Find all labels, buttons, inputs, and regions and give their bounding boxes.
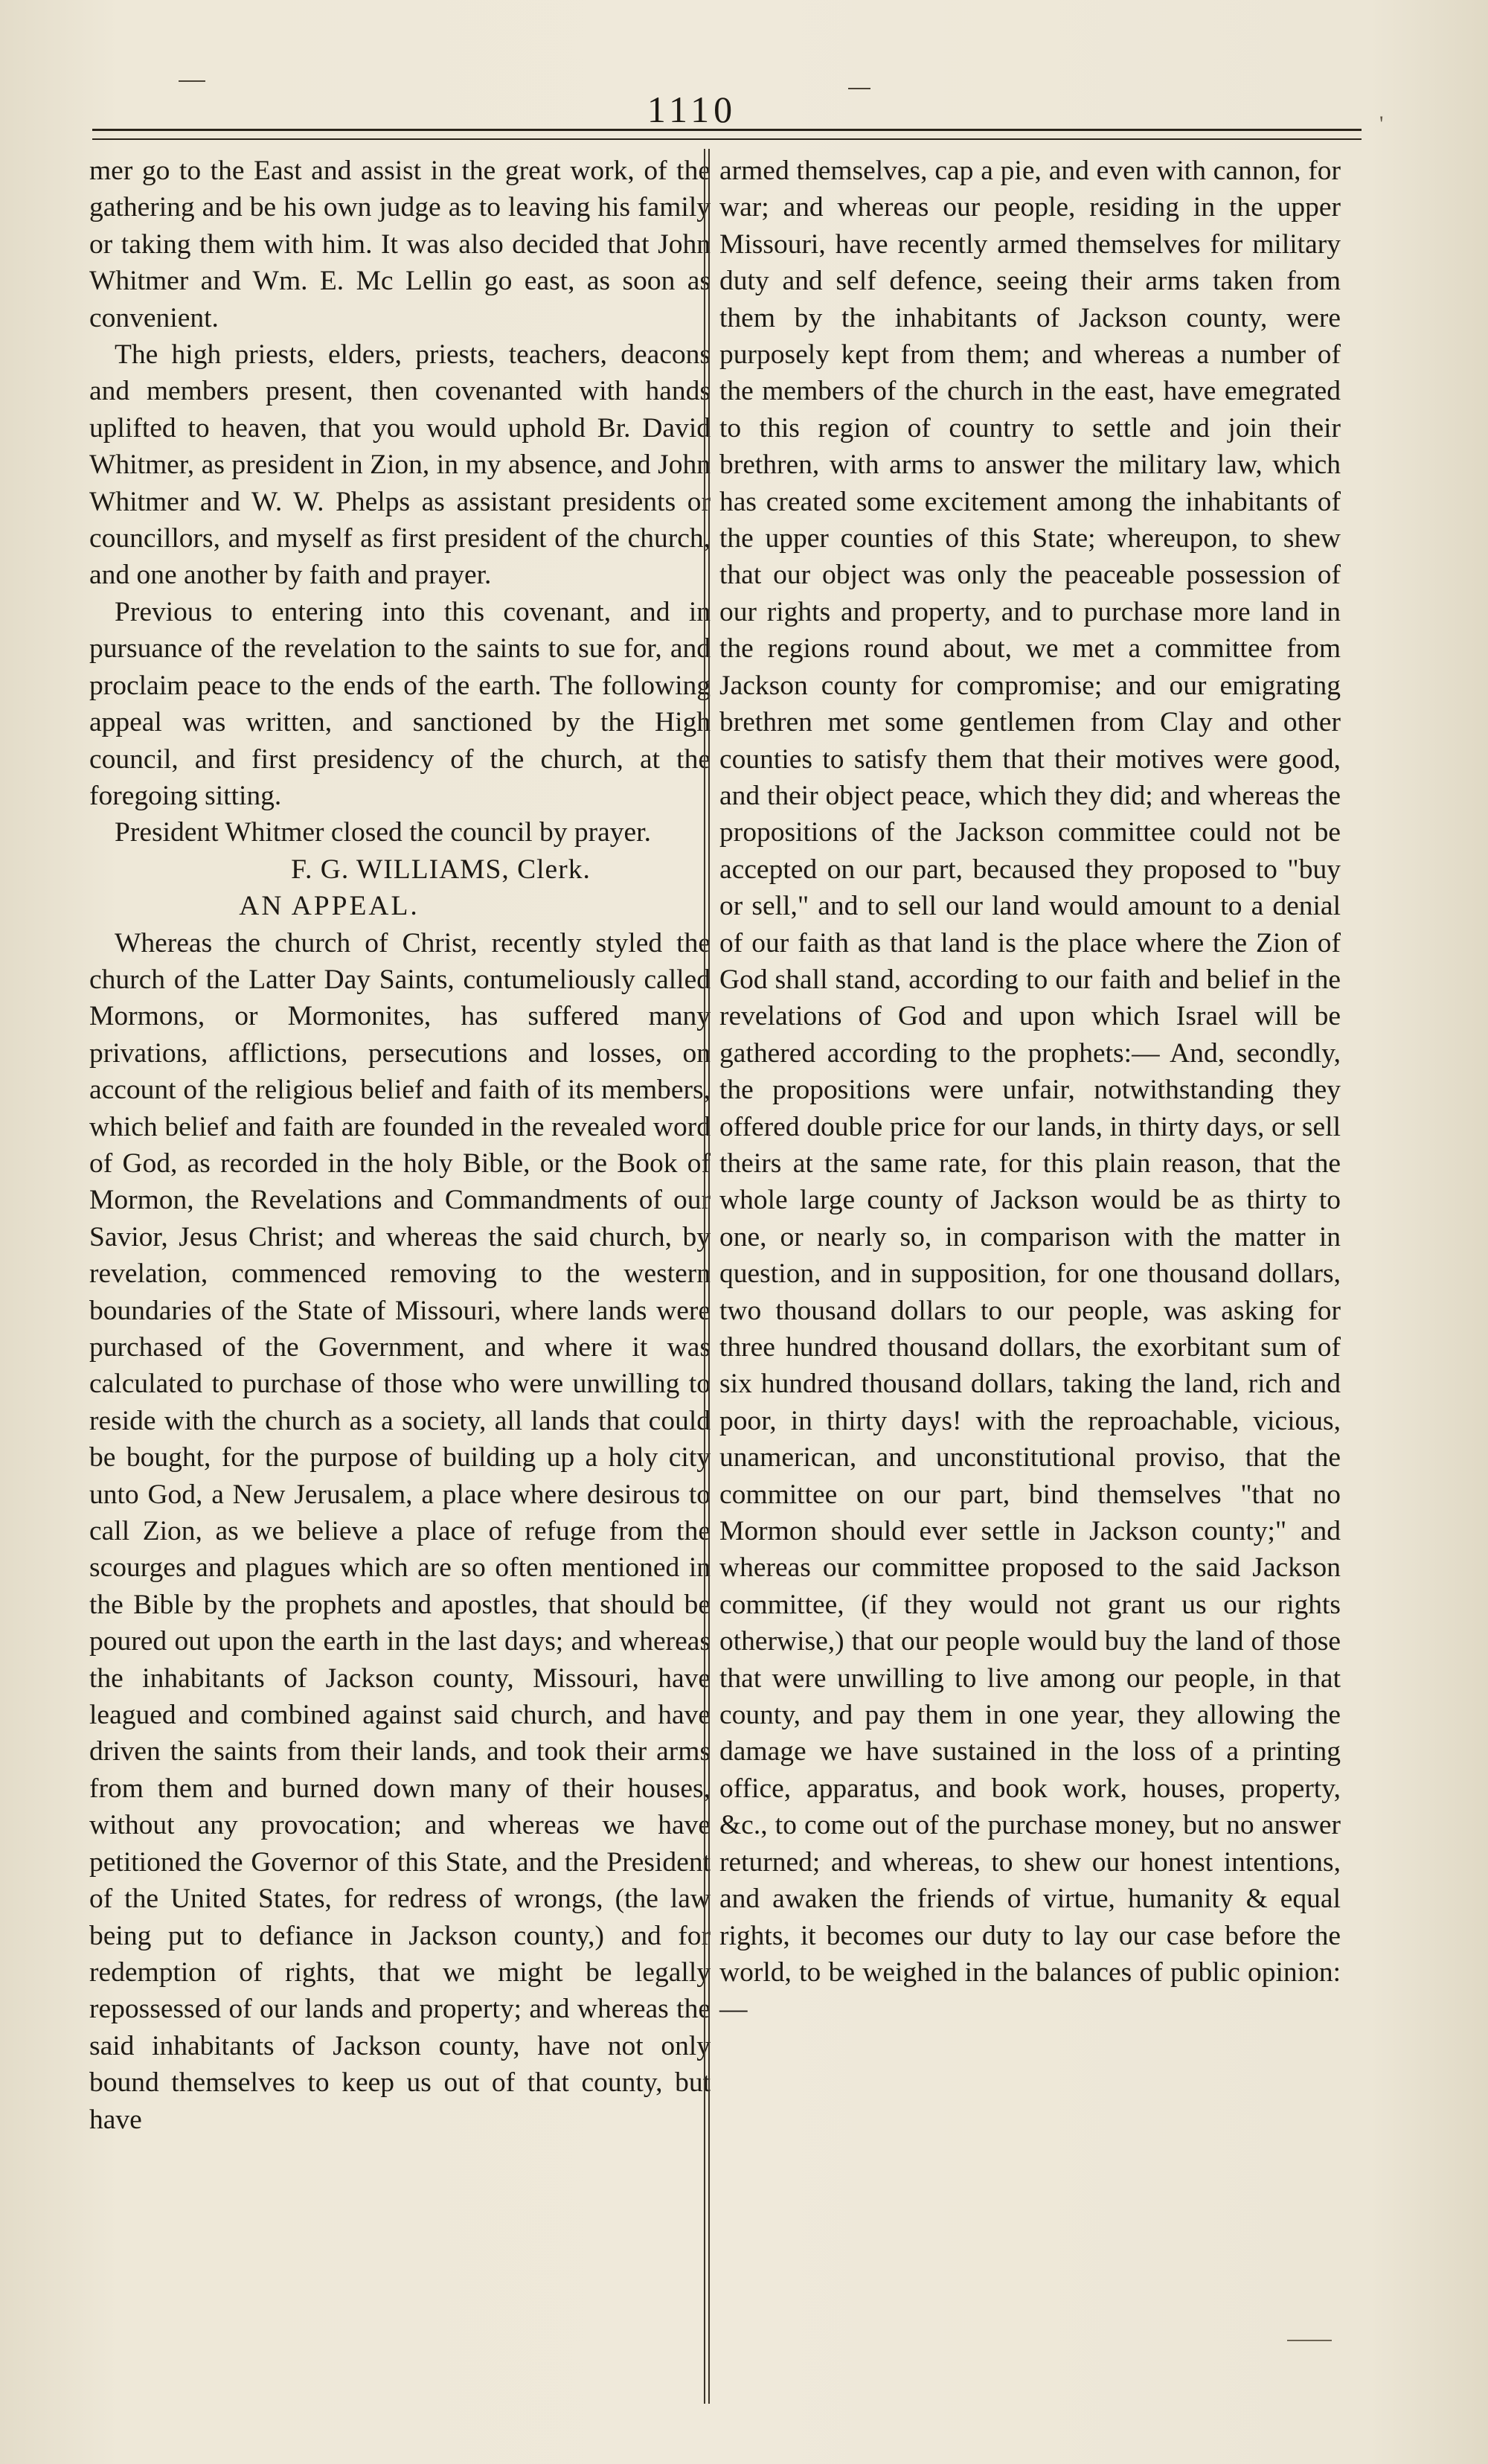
appeal-text-continued: armed themselves, cap a pie, and even with cannon, for war; and whereas our people, residing in the upper Missouri, have recently armed themselves for military duty and self defence, seeing their arms taken from them by the inhabitants of Jackson county, were purposely kept from them; and whereas a number of the members of the church in the east, have emegrated to this region of country to settle and join their brethren, with arms to answer the military law, which has created some excitement among the inhabitants of the upper counties of this State; whereupon, to shew that our object was only the peaceable possession of our rights and property, and to purchase more land in the regions round about, we met a committee from Jackson county for compromise; and our emigrating brethren met some gentlemen from Clay and other counties to satisfy them that their motives were good, and their object peace, which they did; and whereas the propositions of the Jackson committee could not be accepted on our part, becaused they proposed to "buy or sell," and to sell our land would amount to a denial of our faith as that land is the place where the Zion of God shall stand, according to our faith and belief in the revelations of God and upon which Israel will be gathered according to the prophets:— And, secondly, the propositions were unfair, notwithstanding they offered double price for our lands, in thirty days, or sell theirs at the same rate, for this plain reason, that the whole large county of Jackson would be as thirty to one, or nearly so, in comparison with the matter in question, and in supposition, for one thousand dollars, two thousand dollars to our people, was asking for three hundred thousand dollars, the exorbitant sum of six hundred thousand dollars, taking the land, rich and poor, in thirty days! with the reproachable, vicious, unamerican, and unconstitutional proviso, that the committee on our part, bind themselves "that no Mormon should ever settle in Jackson county;" and whereas our committee proposed to the said Jackson committee, (if they would not grant us our rights otherwise,) that our people would buy the land of those that were unwilling to live among our people, in that county, and pay them in one year, they allowing the damage we have sustained in the loss of a printing office, apparatus, and book work, houses, property, &c., to come out of the purchase money, but no answer returned; and whereas, to shew our honest intentions, and awaken the friends of virtue, humanity & equal rights, it becomes our duty to lay our case before the world, to be weighed in the balances of public opinion:— (719, 156, 1341, 2025)
appeal-heading: AN APPEAL. (239, 891, 420, 922)
corner-mark (1287, 2329, 1332, 2341)
left-column (89, 153, 711, 2138)
column-divider (704, 149, 710, 2404)
paragraph: Previous to entering into this covenant, and in pursuance of the revelation to the saints to sue for, and proclaim peace to the ends of the earth. The following appeal was written, and sanctioned by the High council, and first presidency of the church, at the foregoing sitting. (89, 596, 711, 811)
margin-mark (179, 80, 205, 82)
page-number: 1110 (647, 89, 737, 130)
paragraph: President Whitmer closed the council by prayer. (115, 817, 651, 848)
edge-mark: ' (1379, 112, 1384, 136)
clerk-signature: F. G. WILLIAMS, Clerk. (291, 854, 591, 885)
header-rule (92, 129, 1362, 140)
appeal-text: Whereas the church of Christ, recently styled the church of the Latter Day Saints, contumeliously called Mormons, or Mormonites, has suffered many privations, afflictions, persecutions and losses, on account of the religious belief and faith of its members, which belief and faith are founded in the revealed word of God, as recorded in the holy Bible, or the Book of Mormon, the Revelations and Commandments of our Savior, Jesus Christ; and whereas the said church, by revelation, commenced removing to the western boundaries of the State of Missouri, where lands were purchased of the Government, and where it was calculated to purchase of those who were unwilling to reside with the church as a society, all lands that could be bought, for the purpose of building up a holy city unto God, a New Jerusalem, a place where desirous to call Zion, as we believe a place of refuge from the scourges and plagues which are so often mentioned in the Bible by the prophets and apostles, that should be poured out upon the earth in the last days; and whereas the inhabitants of Jackson county, Missouri, have leagued and combined against said church, and have driven the saints from their lands, and took their arms from them and burned down many of their houses, without any provocation; and whereas we have petitioned the Governor of this State, and the President of the United States, for redress of wrongs, (the law being put to defiance in Jackson county,) and for redemption of rights, that we might be legally repossessed of our lands and property; and whereas the said inhabitants of Jackson county, have not only bound themselves to keep us out of that county, but have (89, 927, 711, 2135)
paragraph: The high priests, elders, priests, teachers, deacons and members present, then covenanted with hands uplifted to heaven, that you would uphold Br. David Whitmer, as president in Zion, in my absence, and John Whitmer and W. W. Phelps as assistant presidents or councillors, and myself as first president of the church, and one another by faith and prayer. (89, 339, 711, 591)
right-column (719, 153, 1341, 2028)
paragraph: mer go to the East and assist in the great work, of the gathering and be his own judge as to leaving his family or taking them with him. It was also decided that John Whitmer and Wm. E. Mc Lellin go east, as soon as convenient. (89, 156, 711, 333)
